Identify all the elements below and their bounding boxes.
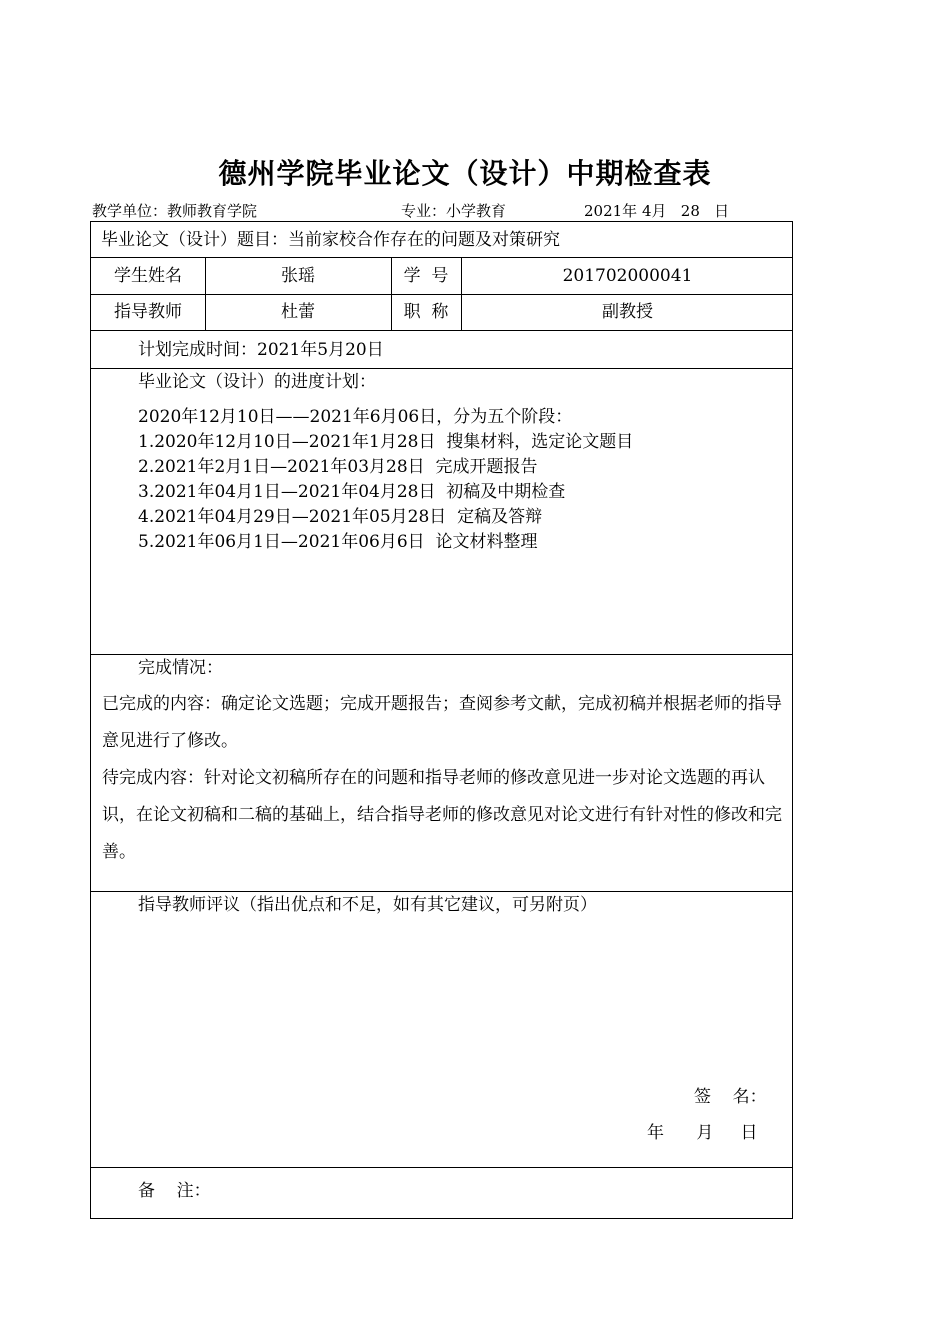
advisor-label: 指导教师 [114,302,182,322]
form-date: 2021年 4月 28 日 [584,202,730,220]
progress-line: 5.2021年06月1日—2021年06月6日 论文材料整理 [138,532,538,552]
page-title: 德州学院毕业论文（设计）中期检查表 [218,157,712,190]
remarks-label: 备 注： [138,1181,211,1201]
signature-label: 签 名： [694,1087,767,1107]
row-divider [91,368,792,369]
review-date: 年 月 日 [647,1123,758,1143]
row-divider [91,654,792,655]
row-divider [91,257,792,258]
advisor-rank: 副教授 [602,302,653,322]
row-divider [91,891,792,892]
pending-content: 待完成内容：针对论文初稿所存在的问题和指导老师的修改意见进一步对论文选题的再认识，在论文初稿和二稿的基础上，结合指导老师的修改意见对论文进行有针对性的修改和完善。 [102,768,782,862]
student-id: 201702000041 [562,266,693,286]
row-divider [91,1167,792,1168]
advisor-rank-label: 职 称 [403,302,449,322]
completed-content: 已完成的内容：确定论文选题；完成开题报告；查阅参考文献，完成初稿并根据老师的指导意见进行了修改。 [102,694,782,751]
progress-line: 3.2021年04月1日—2021年04月28日 初稿及中期检查 [138,482,566,502]
student-id-label: 学 号 [403,266,449,286]
student-name-label: 学生姓名 [114,266,182,286]
row-divider [91,294,792,295]
major: 专业：小学教育 [401,202,507,220]
check-form-table [90,221,793,1219]
progress-plan-heading: 毕业论文（设计）的进度计划： [138,372,376,392]
row-divider [91,330,792,331]
student-name: 张瑶 [281,266,315,286]
teaching-unit: 教学单位：教师教育学院 [92,202,258,220]
progress-line: 4.2021年04月29日—2021年05月28日 定稿及答辩 [138,507,543,527]
thesis-topic: 毕业论文（设计）题目：当前家校合作存在的问题及对策研究 [101,230,560,250]
completion-heading: 完成情况： [138,658,223,678]
advisor-review-heading: 指导教师评议（指出优点和不足，如有其它建议，可另附页） [138,895,597,915]
planned-completion-time: 计划完成时间：2021年5月20日 [138,340,384,360]
advisor-name: 杜蕾 [281,302,315,322]
progress-line: 2020年12月10日——2021年6月06日，分为五个阶段： [138,407,573,427]
progress-line: 1.2020年12月10日—2021年1月28日 搜集材料，选定论文题目 [138,432,634,452]
progress-line: 2.2021年2月1日—2021年03月28日 完成开题报告 [138,457,538,477]
